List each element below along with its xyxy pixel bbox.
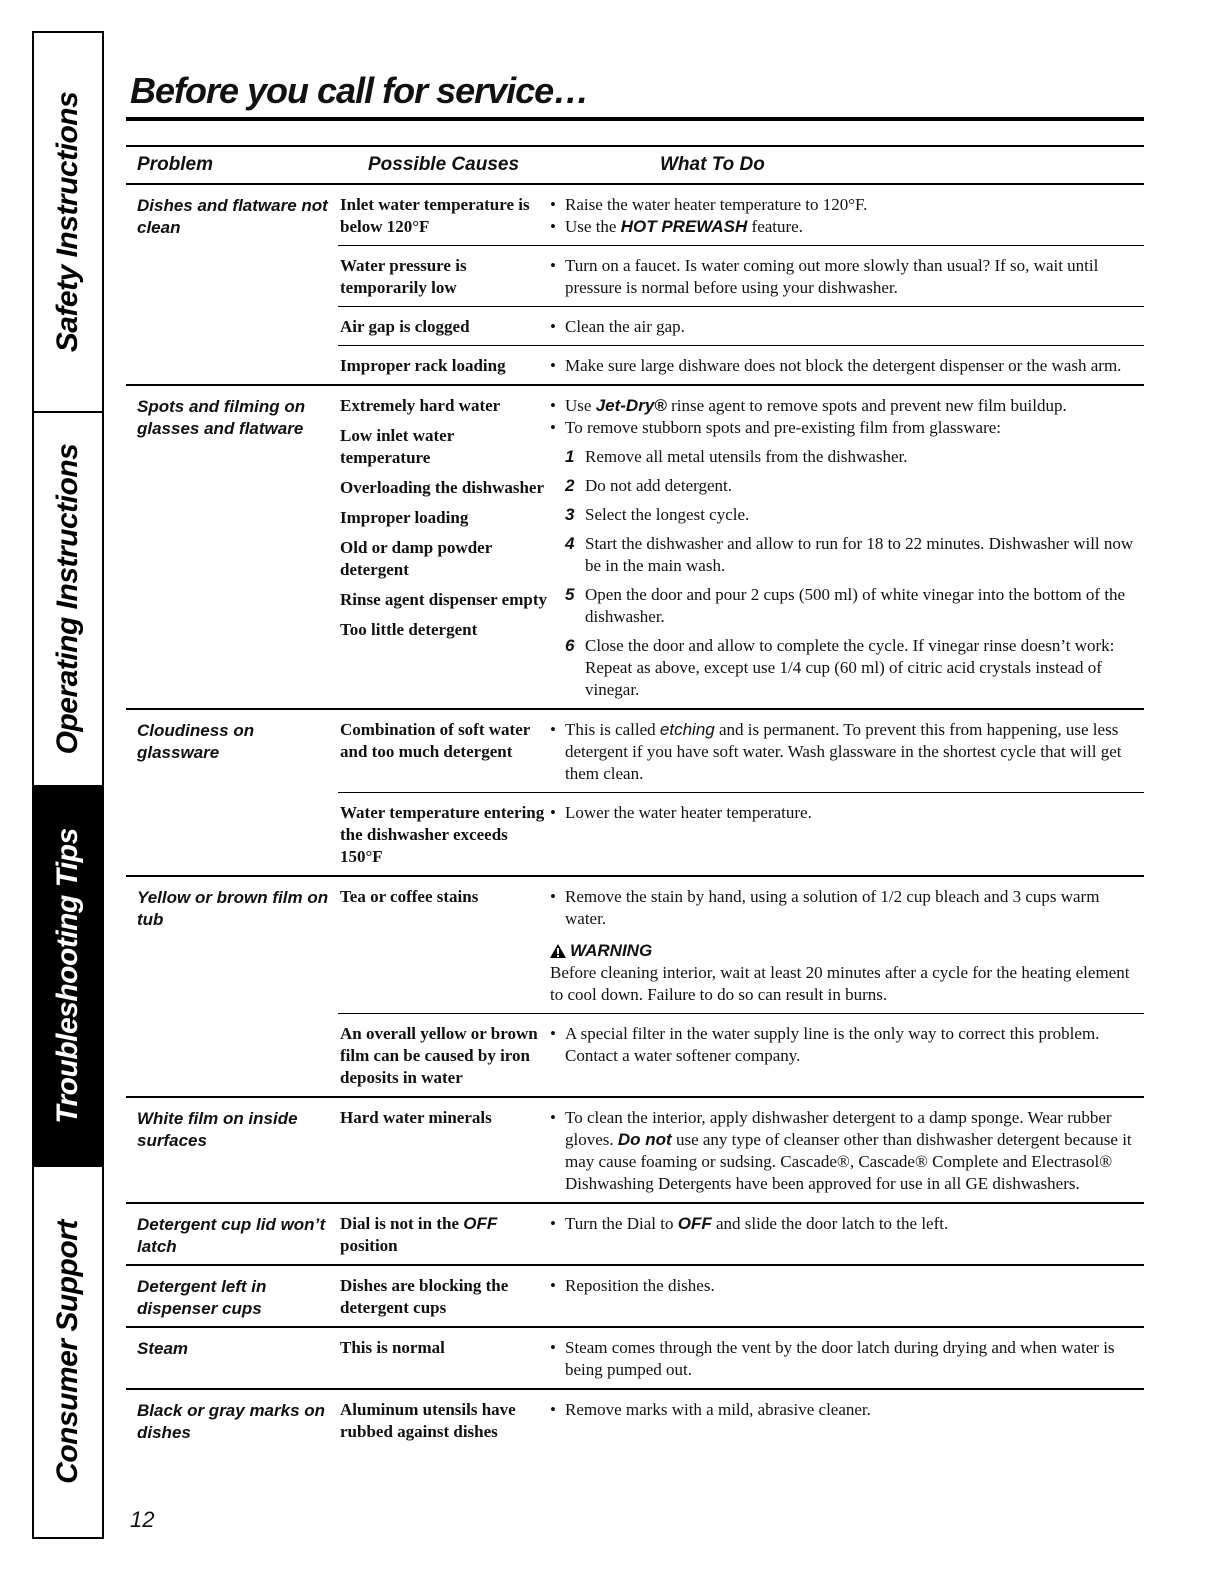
cause-cell: This is normal — [340, 1338, 445, 1357]
step-item: 5 Open the door and pour 2 cups (500 ml) of white vinegar into the bottom of the dishwasher. — [565, 585, 1126, 626]
table-row: Detergent cup lid won’t latch Dial is not in the OFF position • Turn the Dial to OFF and slide the door latch to the left. — [126, 1204, 1144, 1266]
title-rule — [126, 117, 1144, 121]
todo-item: Clean the air gap. — [565, 317, 685, 336]
section-tabs — [32, 31, 104, 1539]
todo-item: Turn the Dial to OFF and slide the door latch to the left. — [565, 1214, 949, 1233]
problem-cell: Steam — [137, 1339, 189, 1358]
table-header — [126, 145, 1144, 185]
cause-cell: Water pressure is temporarily low — [340, 256, 467, 297]
cause-cell: Extremely hard water Low inlet water temperature Overloading the dishwasher Improper loading Old or damp powder detergent Rinse agent dispenser empty Too little detergent — [340, 396, 547, 639]
todo-item: Raise the water heater temperature to 120°F. — [565, 195, 868, 214]
tab-consumer-support[interactable] — [34, 1165, 102, 1537]
table-row: Black or gray marks on dishes Aluminum utensils have rubbed against dishes • Remove marks with a mild, abrasive cleaner. — [126, 1390, 1144, 1450]
problem-cell: White film on inside surfaces — [137, 1109, 298, 1150]
todo-item: To remove stubborn spots and pre-existing film from glassware: — [565, 418, 1001, 437]
table-row: White film on inside surfaces Hard water minerals • To clean the interior, apply dishwasher detergent to a damp sponge. Wear rubber gloves. Do not use any type of cleanser other than dishwasher detergent because it may cause foaming or sudsing. Cascade®, Cascade® Complete and Electrasol® Dishwashing Detergents have been approved for use in all GE dishwashers. — [126, 1098, 1144, 1204]
step-list — [565, 446, 1144, 701]
problem-cell: Spots and filming on glasses and flatware — [137, 397, 306, 438]
cause-cell: Aluminum utensils have rubbed against dishes — [340, 1400, 516, 1441]
cause-cell: An overall yellow or brown film can be caused by iron deposits in water — [340, 1024, 538, 1087]
table-row: Dishes and flatware not clean Inlet water temperature is below 120°F • Raise the water heater temperature to 120°F. • Use the HOT PREWASH feature. Water pressure is temporarily low • Turn on a faucet. Is water coming out more slowly than usual? If so, wait until pressure is normal before using your dishwasher. Air gap is clogged • Clean the air gap. Improper rack loading • Make sure large dishware does not block the detergent dispenser or the wash arm. — [126, 185, 1144, 386]
todo-item: Use Jet-Dry® rinse agent to remove spots and prevent new film buildup. — [565, 396, 1067, 415]
todo-item: Steam comes through the vent by the door latch during drying and when water is being pumped out. — [565, 1338, 1115, 1379]
cause-cell: Inlet water temperature is below 120°F — [340, 195, 530, 236]
todo-item: Turn on a faucet. Is water coming out more slowly than usual? If so, wait until pressure is normal before using your dishwasher. — [565, 256, 1099, 297]
table-row: Yellow or brown film on tub Tea or coffee stains • Remove the stain by hand, using a solution of 1/2 cup bleach and 3 cups warm water. WARNING Before cleaning interior, wait at least 20 minutes after a cycle for the heating element to cool down. Failure to do so can result in burns. An overall yellow or brown film can be caused by iron deposits in water • A special filter in the water supply line is the only way to correct this problem. Contact a water softener company. — [126, 877, 1144, 1098]
page-title: Before you call for service… — [130, 70, 589, 111]
troubleshooting-table — [126, 145, 1144, 1450]
table-row: Cloudiness on glassware Combination of soft water and too much detergent • This is called etching and is permanent. To prevent this from happening, use less detergent if you have soft water. Wash glassware in the shortest cycle that will get them clean. Water temperature entering the dishwasher exceeds 150°F • Lower the water heater temperature. — [126, 710, 1144, 877]
step-item: 1 Remove all metal utensils from the dishwasher. — [565, 447, 908, 466]
tab-safety-instructions[interactable] — [34, 33, 102, 411]
todo-item: Lower the water heater temperature. — [565, 803, 812, 822]
todo-item: Reposition the dishes. — [565, 1276, 715, 1295]
step-item: 2 Do not add detergent. — [565, 476, 732, 495]
cause-cell: Air gap is clogged — [340, 317, 470, 336]
todo-item: Remove the stain by hand, using a solution of 1/2 cup bleach and 3 cups warm water. — [565, 887, 1100, 928]
problem-cell: Black or gray marks on dishes — [137, 1401, 326, 1442]
todo-item: Make sure large dishware does not block the detergent dispenser or the wash arm. — [565, 356, 1122, 375]
todo-item: This is called etching and is permanent. To prevent this from happening, use less detergent if you have soft water. Wash glassware in the shortest cycle that will get them clean. — [565, 720, 1122, 783]
problem-cell: Cloudiness on glassware — [137, 721, 255, 762]
header-causes: Possible Causes — [368, 154, 520, 175]
tab-operating-instructions[interactable] — [34, 411, 102, 785]
step-item: 3 Select the longest cycle. — [565, 505, 750, 524]
step-item: 6 Close the door and allow to complete the cycle. If vinegar rinse doesn’t work: Repeat as above, except use 1/4 cup (60 ml) of citric acid crystals instead of vinegar. — [565, 636, 1115, 699]
todo-item: A special filter in the water supply line is the only way to correct this problem. Contact a water softener company. — [565, 1024, 1100, 1065]
table-row: Detergent left in dispenser cups Dishes are blocking the detergent cups • Reposition the dishes. — [126, 1266, 1144, 1328]
tab-label: Operating Instructions — [51, 443, 84, 755]
tab-troubleshooting-tips[interactable] — [34, 785, 102, 1165]
problem-cell: Dishes and flatware not clean — [137, 196, 328, 237]
table-row: Spots and filming on glasses and flatware Extremely hard water Low inlet water temperature Overloading the dishwasher Improper loading Old or damp powder detergent Rinse agent dispenser empty Too little detergent • Use Jet-Dry® rinse agent to remove spots and prevent new film buildup. • To remove stubborn spots and pre-existing film from glassware: 1 Remove all metal utensils from the dishwasher. 2 Do not add detergent. 3 Select the longest cycle. 4 Start the dishwasher and allow to run for 18 to 22 minutes. Dishwasher will now be in the main wash. 5 Open the door and pour 2 cups (500 ml) of white vinegar into the bottom of the dishwasher. 6 Close the door and allow to complete the cycle. If vinegar rinse doesn’t work: Repeat as above, except use 1/4 cup (60 ml) of citric acid crystals instead of vinegar. — [126, 386, 1144, 710]
todo-item: Remove marks with a mild, abrasive cleaner. — [565, 1400, 871, 1419]
page-number: 12 — [130, 1507, 155, 1532]
header-problem: Problem — [137, 154, 214, 175]
tab-label: Consumer Support — [51, 1220, 84, 1484]
warning-text: Before cleaning interior, wait at least 20 minutes after a cycle for the heating element to cool down. Failure to do so can result in burns. — [550, 963, 1130, 1004]
step-item: 4 Start the dishwasher and allow to run for 18 to 22 minutes. Dishwasher will now be in the main wash. — [565, 534, 1134, 575]
problem-cell: Detergent left in dispenser cups — [137, 1277, 267, 1318]
tab-label: Troubleshooting Tips — [51, 828, 84, 1124]
tab-label: Safety Instructions — [51, 91, 84, 353]
cause-cell: Tea or coffee stains — [340, 887, 479, 906]
problem-cell: Yellow or brown film on tub — [137, 888, 329, 929]
cause-cell: Water temperature entering the dishwasher exceeds 150°F — [340, 803, 545, 866]
todo-item: To clean the interior, apply dishwasher detergent to a damp sponge. Wear rubber gloves. Do not use any type of cleanser other than dishwasher detergent because it may cause foaming or sudsing. Cascade®, Cascade® Complete and Electrasol® Dishwashing Detergents have been approved for use in all GE dishwashers. — [565, 1108, 1132, 1193]
warning-heading: WARNING — [550, 940, 1144, 962]
header-todo: What To Do — [660, 154, 765, 175]
cause-cell: Combination of soft water and too much detergent — [340, 720, 530, 761]
cause-cell: Dishes are blocking the detergent cups — [340, 1276, 509, 1317]
cause-cell: Dial is not in the OFF position — [340, 1214, 498, 1255]
table-row: Steam This is normal • Steam comes through the vent by the door latch during drying and when water is being pumped out. — [126, 1328, 1144, 1390]
warning-icon — [550, 944, 566, 958]
cause-cell: Improper rack loading — [340, 356, 506, 375]
problem-cell: Detergent cup lid won’t latch — [137, 1215, 326, 1256]
cause-cell: Hard water minerals — [340, 1108, 492, 1127]
todo-item: Use the HOT PREWASH feature. — [565, 217, 803, 236]
